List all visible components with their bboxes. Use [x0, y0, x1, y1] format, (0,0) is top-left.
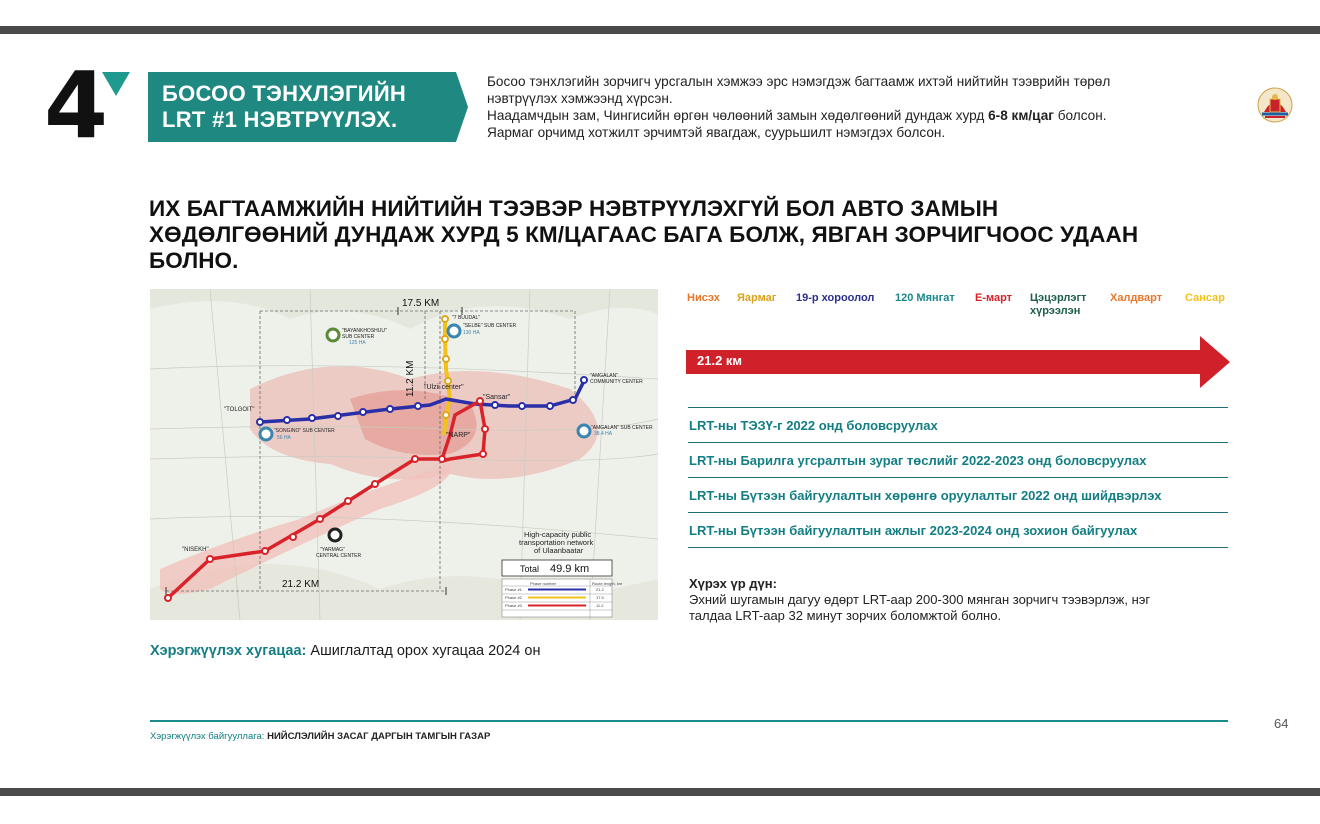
label-narp: "NARP": [446, 432, 471, 439]
lrt-network-map: [150, 289, 658, 620]
result-heading: Хүрэх үр дүн:: [689, 576, 777, 591]
station-name-line2: хүрээлэн: [1030, 305, 1081, 317]
label-7-buudal: "7 BUUDAL": [452, 315, 481, 321]
station-label: [1185, 292, 1225, 305]
label-sansar: "Sansar": [483, 394, 511, 401]
task-list: [688, 407, 1228, 548]
legend-phase-name: Phase #3: [505, 603, 522, 608]
label-bayankhoshuu: "BAYANKHOSHUU": [342, 328, 387, 334]
station-name: Халдварт: [1110, 292, 1163, 304]
station-name: 120 Мянгат: [895, 292, 955, 304]
legend-title-1: High-capacity public: [524, 530, 592, 539]
map-dim-top: 17.5 KM: [402, 298, 440, 309]
station-name: Е-март: [975, 292, 1013, 304]
station-name: 19-р хороолол: [796, 292, 875, 304]
section-number: 4: [44, 52, 106, 159]
headline-line2: ХӨДӨЛГӨӨНИЙ ДУНДАЖ ХУРД 5 КМ/ЦАГААС БАГА БОЛЖ, ЯВГАН ЗОРЧИГЧООС УДААН: [149, 222, 1139, 247]
label-tolgoit: "TOLGOIT": [224, 407, 255, 413]
legend-head-length: Route length, km: [592, 581, 623, 586]
viewer-top-border: [0, 26, 1320, 34]
label-songino-ha: 56 HA: [277, 435, 291, 441]
intro-line2: нэвтрүүлэх хэмжээнд хүрсэн.: [487, 91, 673, 106]
task-item: LRT-ны Барилга угсралтын зураг төслийг 2022-2023 онд боловсруулах: [688, 442, 1228, 477]
label-ulzii-center: "Ulzii center": [424, 384, 464, 391]
legend-total-label: Total: [520, 564, 540, 574]
station-name: Сансар: [1185, 292, 1225, 304]
implementation-deadline: [150, 643, 540, 659]
task-item: LRT-ны ТЭЗҮ-г 2022 онд боловсруулах: [688, 407, 1228, 442]
label-selbe-ha: 130 HA: [463, 330, 480, 336]
legend-title-2: transportation network: [519, 538, 594, 547]
viewer-top-bar: [0, 0, 1320, 26]
legend-phase-length: 17.5: [596, 595, 604, 600]
station-name: Цэцэрлэгт: [1030, 292, 1087, 304]
legend-total-value: 49.9 km: [550, 563, 590, 575]
viewer-bottom-bar: [0, 796, 1320, 824]
label-amgalan-cc: COMMUNITY CENTER: [590, 379, 643, 385]
headline: [149, 196, 1249, 274]
label-selbe: "SELBE" SUB CENTER: [463, 323, 517, 329]
section-title-line2: LRT #1 НЭВТРҮҮЛЭХ.: [162, 107, 398, 132]
station-label: [796, 292, 874, 305]
intro-line3: [487, 107, 1237, 124]
page-number: 64: [1274, 716, 1289, 731]
legend-phase-name: Phase #2: [505, 595, 522, 600]
expected-result: [689, 576, 1249, 624]
legend-phase-length: 21.2: [596, 587, 604, 592]
route-length-arrow: [686, 336, 1230, 388]
map-canvas: [150, 289, 658, 620]
task-item: LRT-ны Бүтээн байгуулалтын ажлыг 2023-2024 онд зохион байгуулах: [688, 512, 1228, 548]
section-title-box: [148, 72, 468, 142]
legend-phase-length: 11.2: [596, 603, 604, 608]
station-label: [1110, 292, 1162, 305]
task-item: LRT-ны Бүтээн байгуулалтын хөрөнгө оруулалтыг 2022 онд шийдвэрлэх: [688, 477, 1228, 512]
label-songino: "SONGINO" SUB CENTER: [274, 428, 335, 434]
label-yarmag-cc: CENTRAL CENTER: [316, 553, 362, 559]
intro-text: [487, 73, 1237, 141]
station-label: [975, 292, 1012, 305]
legend-head-phase: Phase number: [530, 581, 557, 586]
label-amgalan-sub: "AMGALAN" SUB CENTER: [591, 425, 653, 431]
station-label: [737, 292, 776, 305]
map-dim-bottom: 21.2 KM: [282, 579, 320, 590]
route-length-label: 21.2 км: [697, 353, 743, 368]
intro-speed-value: 6-8 км/цаг: [988, 108, 1054, 123]
result-line2: талдаа LRT-аар 32 минут зорчих боломжтой болно.: [689, 608, 1002, 623]
footer-label: Хэрэгжүүлэх байгууллага:: [150, 731, 265, 742]
label-bayankhoshuu-sub: SUB CENTER: [342, 334, 375, 340]
legend-title-3: of Ulaanbaatar: [534, 546, 584, 555]
footer-organization: НИЙСЛЭЛИЙН ЗАСАГ ДАРГЫН ТАМГЫН ГАЗАР: [267, 731, 491, 742]
footer: [150, 731, 490, 742]
station-name: Яармаг: [737, 292, 777, 304]
footer-divider: [150, 720, 1228, 722]
viewer-bottom-border: [0, 788, 1320, 796]
station-label: [895, 292, 955, 305]
legend-phase-name: Phase #1: [505, 587, 522, 592]
city-emblem-icon: [1256, 86, 1294, 124]
label-amgalan: "AMGALAN": [590, 373, 619, 379]
lrt-station-list: [684, 292, 1232, 322]
headline-line1: ИХ БАГТААМЖИЙН НИЙТИЙН ТЭЭВЭР НЭВТРҮҮЛЭХГҮЙ БОЛ АВТО ЗАМЫН: [149, 196, 999, 221]
deadline-label: Хэрэгжүүлэх хугацаа:: [150, 643, 307, 659]
label-bayankhoshuu-ha: 125 HA: [349, 340, 366, 346]
section-title-line1: БОСОО ТЭНХЛЭГИЙН: [162, 81, 407, 106]
headline-line3: БОЛНО.: [149, 248, 239, 273]
intro-line1: Босоо тэнхлэгийн зорчигч урсгалын хэмжээ эрс нэмэгдэж багтаамж ихтэй нийтийн тээврийн төрөл: [487, 74, 1111, 89]
station-label: [687, 292, 720, 305]
station-name: Нисэх: [687, 292, 720, 304]
intro-line3-text: Наадамчдын зам, Чингисийн өргөн чөлөөний замын хөдөлгөөний дундаж хурд: [487, 108, 989, 123]
intro-line4: Яармаг орчимд хотжилт эрчимтэй явагдаж, суурьшилт нэмэгдэх болсон.: [487, 125, 946, 140]
label-nisekh: "NISEKH": [182, 547, 209, 553]
deadline-value: Ашиглалтад орох хугацаа 2024 он: [310, 643, 541, 659]
intro-line3-end: болсон.: [1053, 108, 1107, 123]
label-amgalan-sub-ha: 38.4 HA: [594, 431, 613, 437]
label-yarmag: "YARMAG": [320, 547, 345, 553]
result-line1: Эхний шугамын дагуу өдөрт LRT-аар 200-300 мянган зорчигч тээвэрлэж, нэг: [689, 592, 1151, 607]
section-accent-triangle: [100, 72, 130, 98]
map-dim-vertical: 11.2 KM: [405, 360, 416, 397]
station-label: [1030, 292, 1086, 318]
